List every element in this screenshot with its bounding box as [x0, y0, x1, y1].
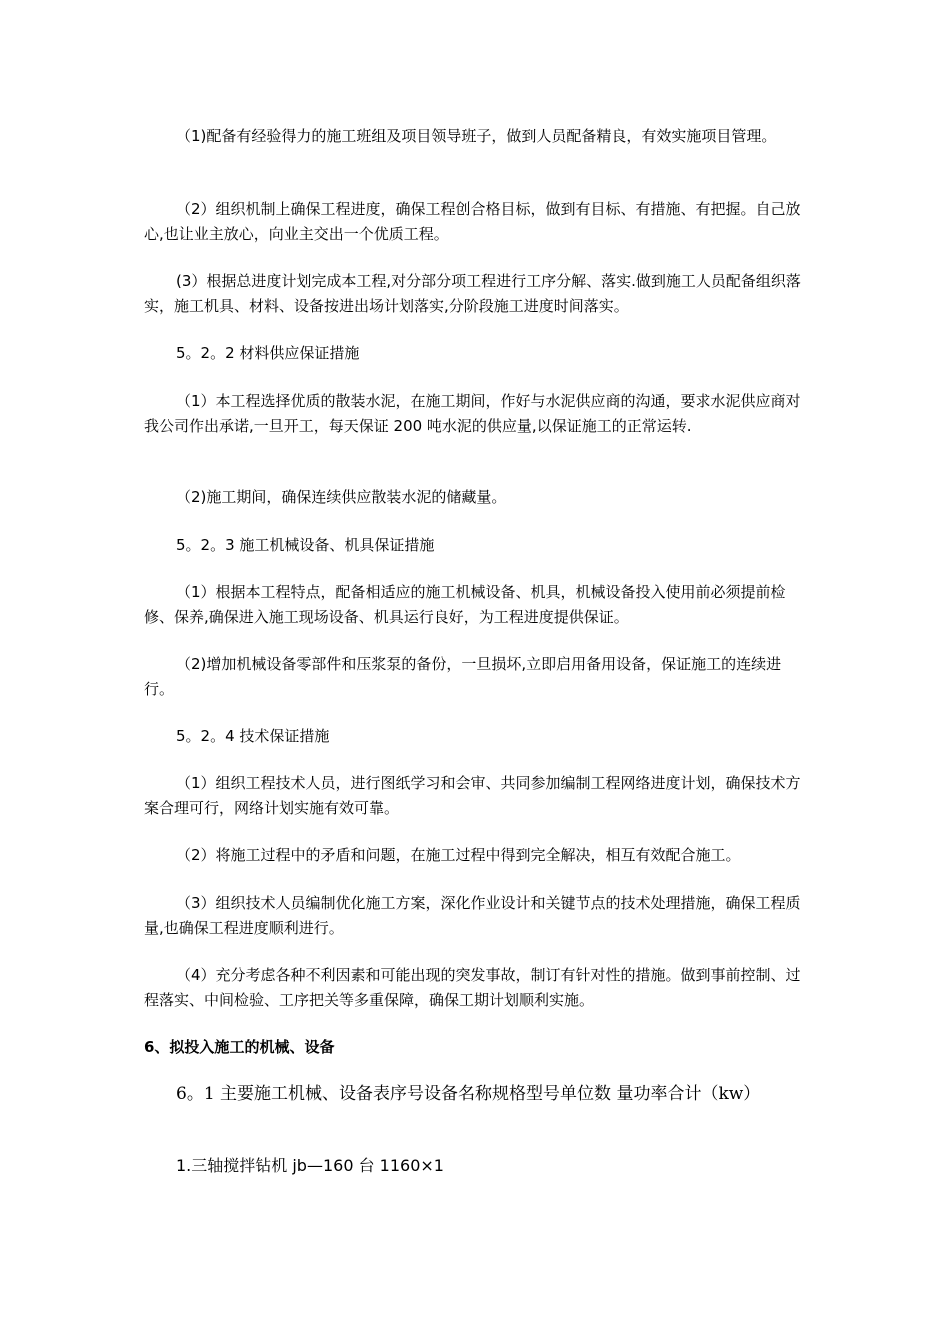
paragraph-cement-storage: （2)施工期间，确保连续供应散装水泥的储藏量。	[176, 488, 507, 506]
heading-section-6: 6、拟投入施工的机械、设备	[144, 1038, 335, 1056]
paragraph-machinery: （1）根据本工程特点，配备相适应的施工机械设备、机具，机械设备投入使用前必须提前检修、保养,确保进入施工现场设备、机具运行良好，为工程进度提供保证。	[144, 583, 786, 626]
paragraph-conflicts: （2）将施工过程中的矛盾和问题，在施工过程中得到完全解决，相互有效配合施工。	[176, 846, 741, 864]
equipment-table-caption: 6。1 主要施工机械、设备表序号设备名称规格型号单位数 量功率合计（kw）	[176, 1084, 761, 1104]
paragraph-spare-parts: （2)增加机械设备零部件和压浆泵的备份，一旦损坏,立即启用备用设备，保证施工的连续进行。	[144, 655, 782, 698]
paragraph-technical-staff: （1）组织工程技术人员，进行图纸学习和会审、共同参加编制工程网络进度计划，确保技术方案合理可行，网络计划实施有效可靠。	[144, 774, 801, 817]
heading-5-2-3: 5。2。3 施工机械设备、机具保证措施	[176, 536, 435, 554]
paragraph-schedule: (3）根据总进度计划完成本工程,对分部分项工程进行工序分解、落实.做到施工人员配备组织落实，施工机具、材料、设备按进出场计划落实,分阶段施工进度时间落实。	[144, 272, 801, 315]
paragraph-risk-control: （4）充分考虑各种不利因素和可能出现的突发事故，制订有针对性的措施。做到事前控制、过程落实、中间检验、工序把关等多重保障，确保工期计划顺利实施。	[144, 966, 801, 1009]
heading-5-2-2: 5。2。2 材料供应保证措施	[176, 344, 360, 362]
heading-5-2-4: 5。2。4 技术保证措施	[176, 727, 330, 745]
paragraph-optimization: （3）组织技术人员编制优化施工方案，深化作业设计和关键节点的技术处理措施，确保工程质量,也确保工程进度顺利进行。	[144, 894, 801, 937]
paragraph-staffing: （1)配备有经验得力的施工班组及项目领导班子，做到人员配备精良，有效实施项目管理。	[176, 127, 777, 145]
equipment-row-1: 1.三轴搅拌钻机 jb—160 台 1160×1	[176, 1156, 444, 1175]
paragraph-cement-supply: （1）本工程选择优质的散装水泥，在施工期间，作好与水泥供应商的沟通，要求水泥供应商对我公司作出承诺,一旦开工，每天保证 200 吨水泥的供应量,以保证施工的正常运转.	[144, 392, 801, 435]
paragraph-organization: （2）组织机制上确保工程进度，确保工程创合格目标，做到有目标、有措施、有把握。自己放心,也让业主放心，向业主交出一个优质工程。	[144, 200, 801, 243]
